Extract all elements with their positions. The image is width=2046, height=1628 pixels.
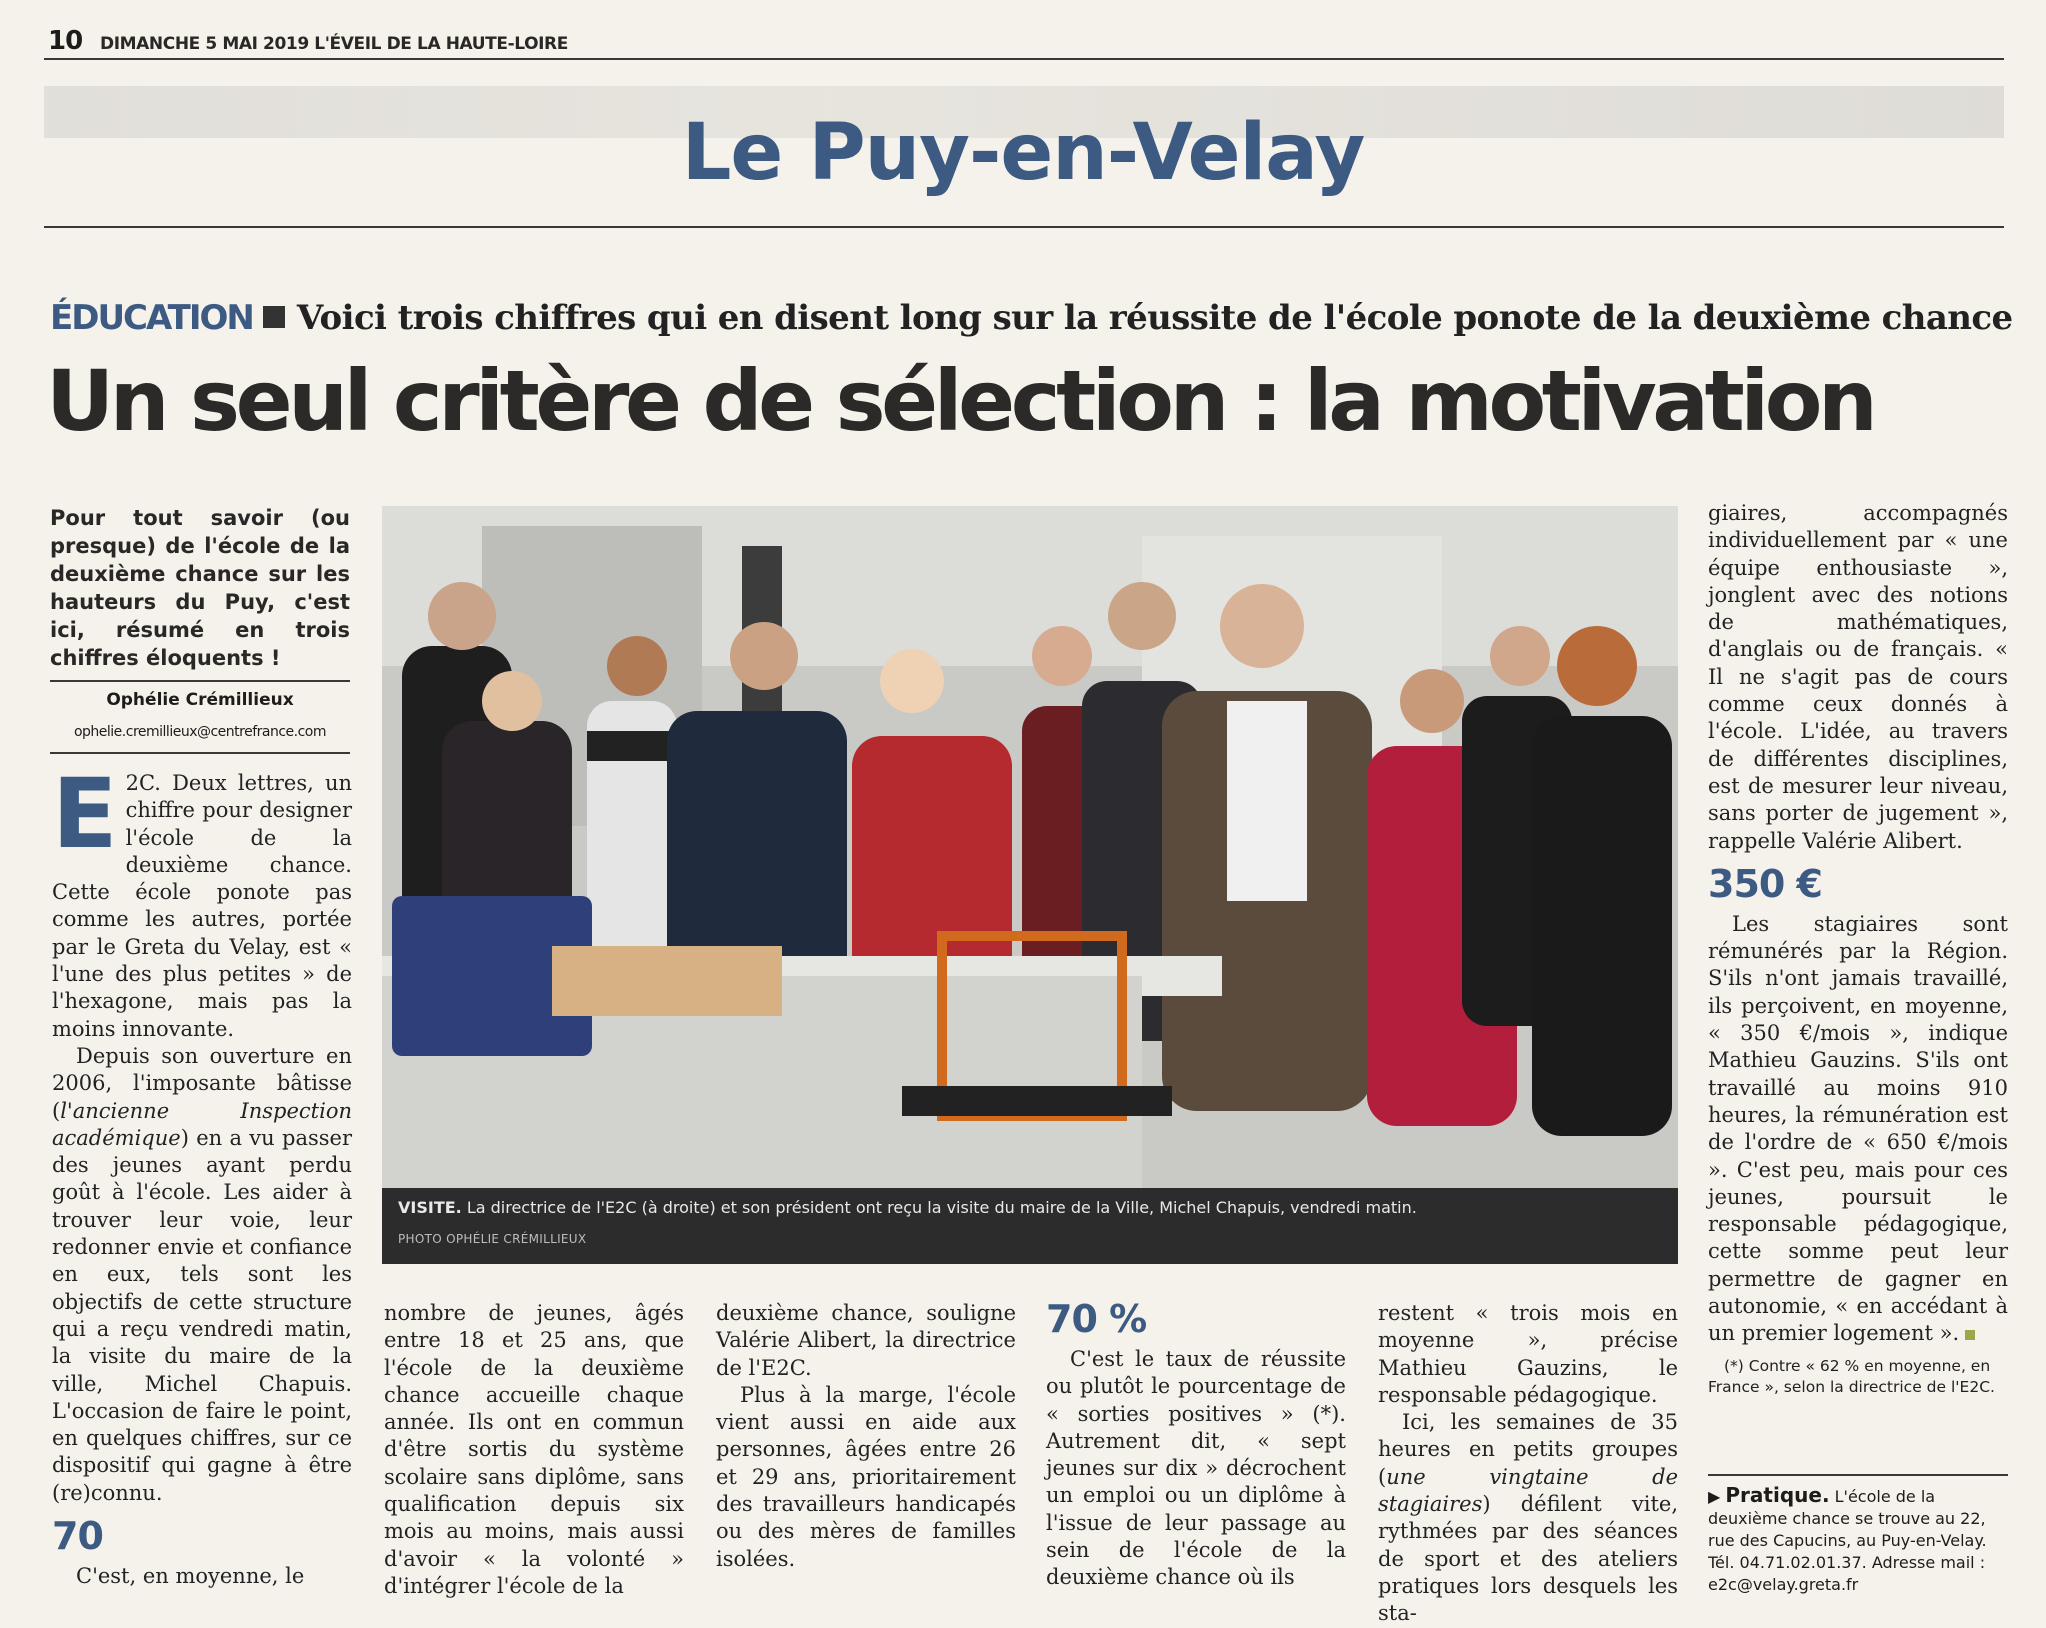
figure-heading-70-percent: 70 % [1046,1297,1147,1341]
column-5 [1378,1300,1678,1628]
figure-heading-70: 70 [52,1514,103,1559]
chapeau: Pour tout savoir (ou presque) de l'école de la deuxième chance sur les hauteurs du Puy, c'est ici, résumé en trois chiffres éloquents ! [50,506,350,670]
dateline: DIMANCHE 5 MAI 2019 L'ÉVEIL DE LA HAUTE-LOIRE [100,34,568,54]
col1-paragraph-3: C'est, en moyenne, le [76,1564,305,1589]
deck-text: Voici trois chiffres qui en disent long sur la réussite de l'école ponote de la deuxième chance [296,298,2013,338]
col6-paragraph-2: Les stagiaires sont rémunérés par la Région. S'ils n'ont jamais travaillé, ils perçoivent, en moyenne, « 350 €/mois », indique Mathieu Gauzins. S'ils ont travaillé au moins 910 heures, la rémunération est de l'ordre de « 650 €/mois ». C'est peu, mais pour ces jeunes, poursuit le responsable pédagogique, cette somme peut leur permettre de gagner en autonomie, « en accédant à un premier logement ». [1708,911,2008,1346]
caption-label: VISITE. [398,1198,462,1217]
article-headline: Un seul critère de sélection : la motivation [46,352,1874,450]
col5-paragraph-2: Ici, les semaines de 35 heures en petits groupes (une vingtaine de stagiaires) défilent vite, rythmées par des séances de sport et des ateliers pratiques lors desquels les sta- [1378,1410,1678,1626]
col1-paragraph-1: 2C. Deux lettres, un chiffre pour designer l'école de la deuxième chance. Cette école ponote pas comme les autres, portée par le Greta du Velay, est « l'une des plus petites » de l'hexagone, mais pas la moins innovante. [52,771,352,1041]
column-2 [384,1300,684,1600]
figure-heading-350-euros: 350 € [1708,861,1822,906]
author-rule-top [50,680,350,682]
end-of-article-icon [1965,1330,1975,1340]
header-rule [44,58,2004,60]
author-name: Ophélie Crémillieux [106,690,294,710]
col4-paragraph-1: C'est le taux de réussite ou plutôt le pourcentage de « sorties positives » (*). Autrement dit, « sept jeunes sur dix » décrochent un emploi ou un diplôme à l'issue de leur passage au sein de l'école de la deuxième chance où ils [1046,1347,1346,1590]
drop-cap: E [52,758,118,870]
pratique-text: L'école de la deuxième chance se trouve au 22, rue des Capucins, au Puy-en-Velay. Tél. 04.71.02.01.37. Adresse mail : e2c@velay.greta.fr [1708,1487,1987,1594]
photo-caption [398,1198,1668,1217]
article-photo [382,506,1678,1264]
section-title: Le Puy-en-Velay [681,108,1365,198]
rubric-label: ÉDUCATION [50,298,253,338]
pratique-rule [1708,1474,2008,1476]
photo-scene [382,506,1678,1264]
author-email: ophelie.cremillieux@centrefrance.com [73,724,327,740]
col3-paragraph-2: Plus à la marge, l'école vient aussi en aide aux personnes, âgées entre 26 et 29 ans, prioritairement des travailleurs handicapés ou des mères de familles isolées. [716,1382,1016,1571]
article-deck [50,298,2013,338]
author-rule-bottom [50,752,350,754]
practical-info [1708,1484,2008,1596]
caption-text: La directrice de l'E2C (à droite) et son président ont reçu la visite du maire de la Ville, Michel Chapuis, vendredi matin. [466,1198,1417,1217]
col5-italic: une vingtaine de stagiaires [1378,1464,1678,1517]
col6-paragraph-1: giaires, accompagnés individuellement par « une équipe enthousiaste », jonglent avec des notions de mathématiques, d'anglais ou de français. « Il ne s'agit pas de cours comme ceux donnés à l'école. L'idée, au travers de différentes disciplines, est de mesurer leur niveau, sans porter de jugement », rappelle Valérie Alibert. [1708,501,2008,853]
col3-paragraph-1: deuxième chance, souligne Valérie Alibert, la directrice de l'E2C. [716,1301,1016,1380]
column-4 [1046,1296,1346,1592]
col5-paragraph-1: restent « trois mois en moyenne », précise Mathieu Gauzins, le responsable pédagogique. [1378,1301,1678,1407]
page-number: 10 [48,26,83,56]
square-bullet-icon [263,306,285,328]
col1-italic: l'ancienne Inspection académique [52,1098,352,1150]
col2-paragraph-1: nombre de jeunes, âgés entre 18 et 25 ans, que l'école de la deuxième chance accueille chaque année. Ils ont en commun d'être sortis du système scolaire sans diplôme, sans qualification depuis six mois au moins, mais aussi d'avoir « la volonté » d'intégrer l'école de la [384,1301,684,1598]
photo-credit: PHOTO OPHÉLIE CRÉMILLIEUX [398,1232,587,1246]
column-6 [1708,500,2008,1398]
pratique-label: Pratique. [1725,1483,1830,1507]
arrow-icon: ▶ [1708,1487,1726,1506]
footnote: (*) Contre « 62 % en moyenne, en France », selon la directrice de l'E2C. [1708,1356,1995,1396]
column-1 [52,758,352,1590]
column-3 [716,1300,1016,1573]
col1-paragraph-2: Depuis son ouverture en 2006, l'imposante bâtisse (l'ancienne Inspection académique) en a vu passer des jeunes ayant perdu goût à l'école. Les aider à trouver leur voie, leur redonner envie et confiance en eux, tels sont les objectifs de cette structure qui a reçu vendredi matin, la visite du maire de la ville, Michel Chapuis. L'occasion de faire le point, en quelques chiffres, sur ce dispositif qui gagne à être (re)connu. [52,1043,352,1505]
section-rule [44,226,2004,228]
